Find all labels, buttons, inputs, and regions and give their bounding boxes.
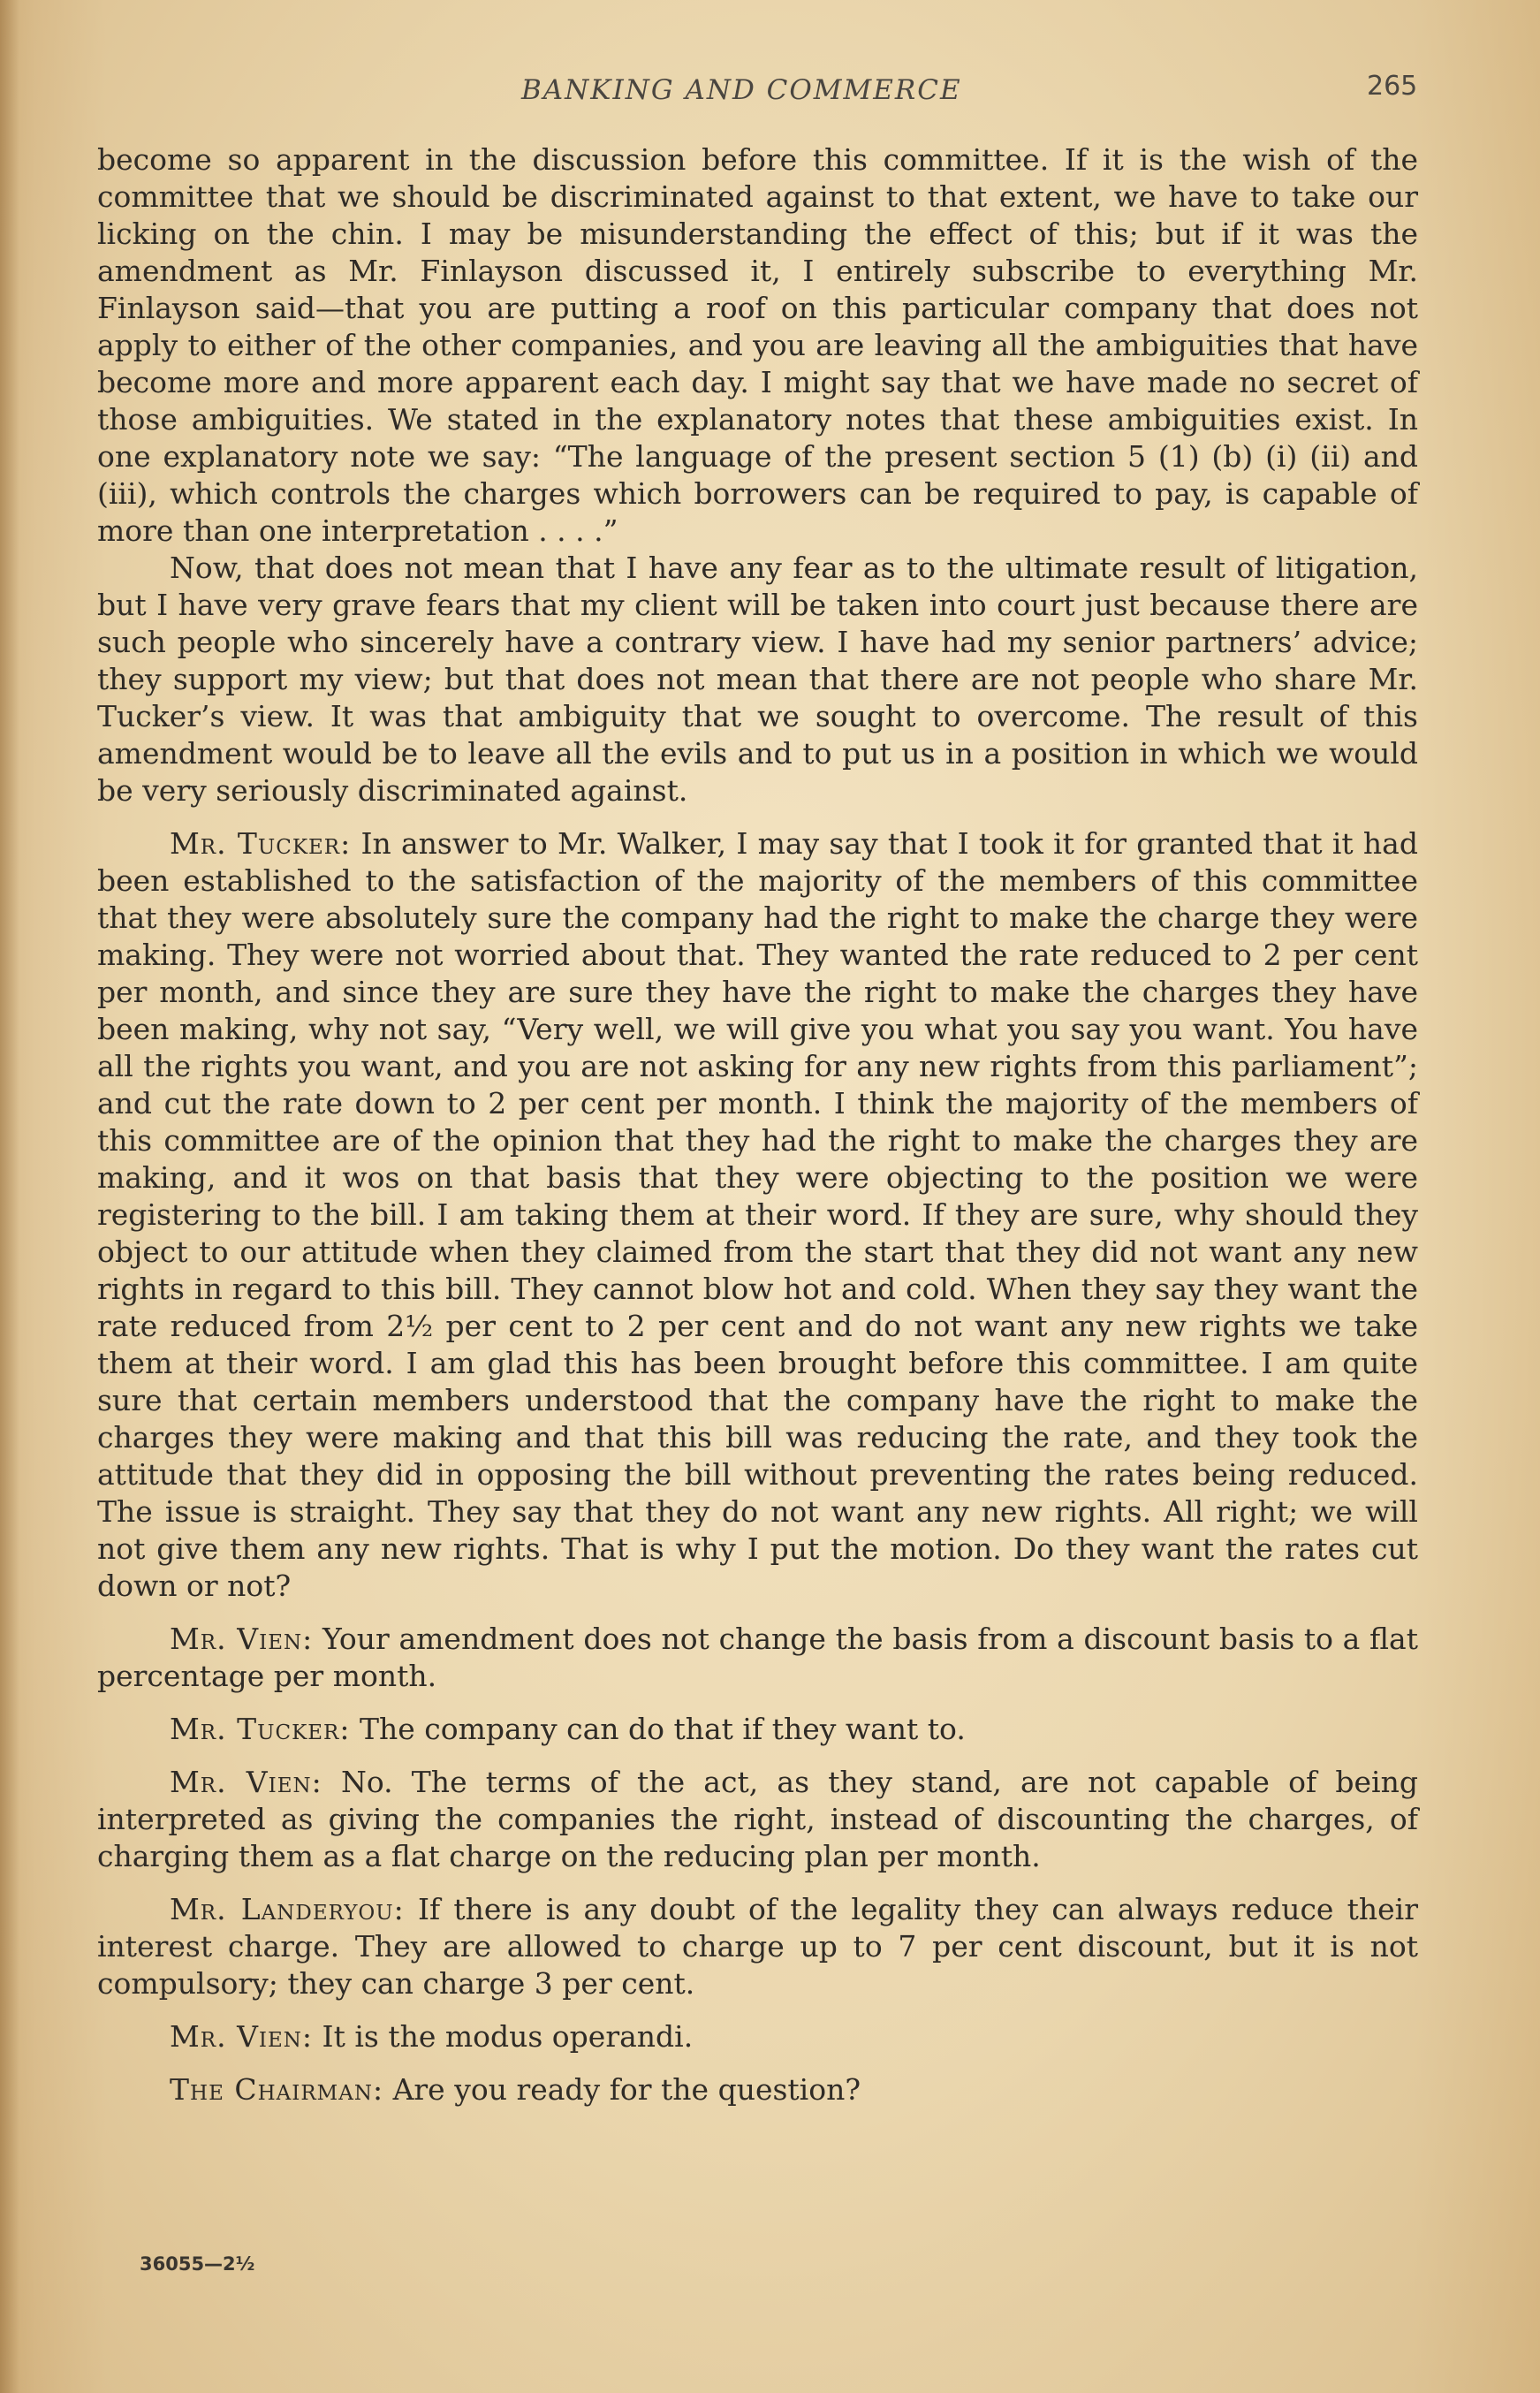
paragraph-continuation (97, 141, 1418, 550)
speaker-name: Mr. Tucker: (170, 826, 352, 861)
paragraph (97, 550, 1418, 809)
speech-paragraph (97, 2018, 1418, 2055)
page-number: 265 (1367, 71, 1418, 102)
speech-text: No. The terms of the act, as they stand, are not capable of being interpreted as giving the companies the right, instead of discounting the charges, of charging them as a flat charge on the reducing plan per month. (97, 1765, 1418, 1873)
speaker-name: Mr. Vien: (170, 1765, 322, 1799)
speech-text: It is the modus operandi. (322, 2019, 694, 2054)
speaker-name: The Chairman: (170, 2072, 384, 2107)
speech-paragraph (97, 1711, 1418, 1748)
paragraph-text: Now, that does not mean that I have any fear as to the ultimate result of litigation, but I have very grave fears that my client will be taken into court just because there are such people who sincerely have a contrary view. I have had my senior partners’ advice; they support my view; but that does not mean that there are not people who share Mr. Tucker’s view. It was that ambiguity that we sought to overcome. The result of this amendment would be to leave all the evils and to put us in a position in which we would be very seriously discriminated against. (97, 551, 1418, 808)
body-text (97, 141, 1418, 2108)
speaker-name: Mr. Vien: (170, 2019, 314, 2054)
speech-text: Your amendment does not change the basis from a discount basis to a flat percentage per month. (97, 1622, 1418, 1693)
speech-paragraph (97, 1891, 1418, 2002)
printer-signature-mark: 36055—2½ (140, 2253, 255, 2275)
speech-paragraph (97, 2071, 1418, 2108)
running-head (0, 71, 1540, 115)
speech-paragraph (97, 825, 1418, 1605)
speech-text: Are you ready for the question? (392, 2072, 861, 2107)
speaker-name: Mr. Landeryou: (170, 1892, 405, 1926)
speech-paragraph (97, 1621, 1418, 1695)
speaker-name: Mr. Tucker: (170, 1712, 351, 1746)
speech-text: If there is any doubt of the legality they can always reduce their interest charge. They are allowed to charge up to 7 per cent discount, but it is not compulsory; they can charge 3 per cent. (97, 1892, 1418, 2001)
running-title: BANKING AND COMMERCE (521, 74, 962, 106)
paragraph-text: become so apparent in the discussion before this committee. If it is the wish of the committee that we should be discriminated against to that extent, we have to take our licking on the chin. I may be misunderstanding the effect of this; but if it was the amendment as Mr. Finlayson discussed it, I entirely subscribe to everything Mr. Finlayson said—that you are putting a roof on this particular company that does not apply to either of the other companies, and you are leaving all the ambiguities that have become more and more apparent each day. I might say that we have made no secret of those ambiguities. We stated in the explanatory notes that these ambiguities exist. In one explanatory note we say: “The language of the present section 5 (1) (b) (i) (ii) and (iii), which controls the charges which borrowers can be required to pay, is capable of more than one interpretation . . . .” (97, 142, 1418, 548)
speech-text: The company can do that if they want to. (360, 1712, 966, 1746)
speech-text: In answer to Mr. Walker, I may say that I took it for granted that it had been established to the satisfaction of the majority of the members of this committee that they were absolutely sure the company had the right to make the charge they were making. They were not worried about that. They wanted the rate reduced to 2 per cent per month, and since they are sure they have the right to make the charges they have been making, why not say, “Very well, we will give you what you say you want. You have all the rights you want, and you are not asking for any new rights from this parliament”; and cut the rate down to 2 per cent per month. I think the majority of the members of this committee are of the opinion that they had the right to make the charges they are making, and it wos on that basis that they were objecting to the position we were registering to the bill. I am taking them at their word. If they are sure, why should they object to our attitude when they claimed from the start that they did not want any new rights in regard to this bill. They cannot blow hot and cold. When they say they want the rate reduced from 2½ per cent to 2 per cent and do not want any new rights we take them at their word. I am glad this has been brought before this committee. I am quite sure that certain members understood that the company have the right to make the charges they were making and that this bill was reducing the rate, and they took the attitude that they did in opposing the bill without preventing the rates being reduced. The issue is straight. They say that they do not want any new rights. All right; we will not give them any new rights. That is why I put the motion. Do they want the rates cut down or not? (97, 826, 1418, 1603)
speech-paragraph (97, 1764, 1418, 1875)
speaker-name: Mr. Vien: (170, 1622, 314, 1656)
